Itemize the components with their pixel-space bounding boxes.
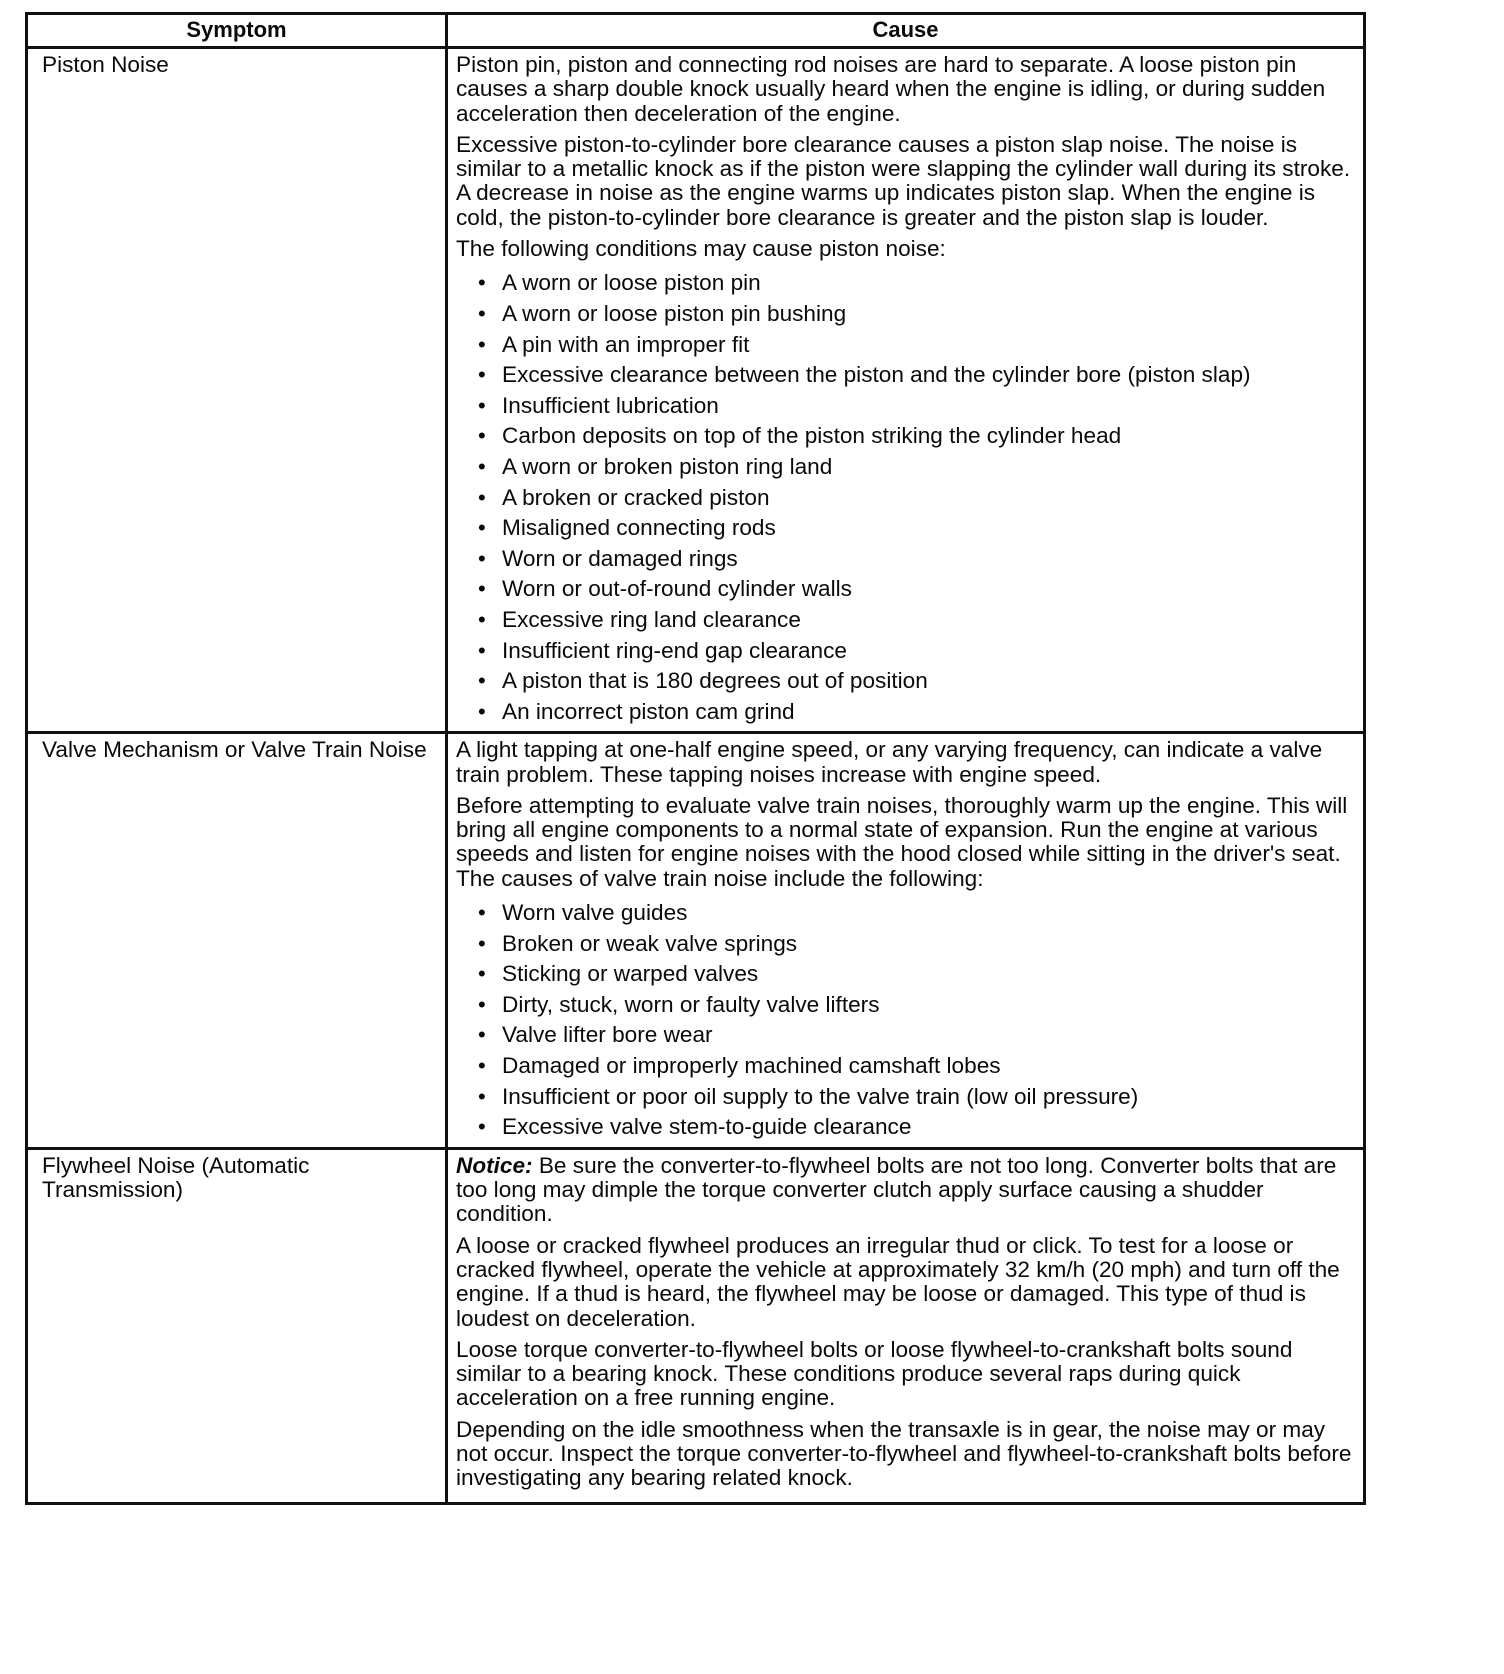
bullet-icon: • [478, 270, 486, 296]
bullet-icon: • [478, 423, 486, 449]
list-item-text: A piston that is 180 degrees out of position [502, 668, 928, 694]
bullet-icon: • [478, 668, 486, 694]
list-item-text: Worn or damaged rings [502, 545, 738, 571]
list-item [478, 360, 1357, 391]
page [25, 12, 1363, 1505]
list-item [478, 1020, 1357, 1051]
list-item [478, 1051, 1357, 1082]
symptom-cell: Flywheel Noise (Automatic Transmission) [27, 1148, 447, 1503]
bullet-icon: • [478, 576, 486, 602]
list-item [478, 330, 1357, 361]
bullet-icon: • [478, 484, 486, 510]
notice-label: Notice: [456, 1152, 533, 1178]
list-item-text: Valve lifter bore wear [502, 1022, 713, 1048]
list-item [478, 666, 1357, 697]
list-item [478, 636, 1357, 667]
bullet-icon: • [478, 300, 486, 326]
bullet-icon: • [478, 453, 486, 479]
bullet-icon: • [478, 392, 486, 418]
bullet-icon: • [478, 331, 486, 357]
cause-cell [447, 733, 1365, 1149]
list-item-text: Excessive ring land clearance [502, 606, 801, 632]
list-item-text: Worn or out-of-round cylinder walls [502, 576, 852, 602]
list-item-text: An incorrect piston cam grind [502, 698, 795, 724]
list-item [478, 898, 1357, 929]
list-item-text: Misaligned connecting rods [502, 515, 776, 541]
list-item-text: Insufficient lubrication [502, 392, 719, 418]
list-item [478, 421, 1357, 452]
cause-paragraph: Before attempting to evaluate valve train noises, thoroughly warm up the engine. This will bring all engine components to a normal state of expansion. Run the engine at various speeds and listen for engine noises with the hood closed while sitting in the driver's seat. The causes of valve train noise include the following: [456, 792, 1348, 891]
notice-paragraph [456, 1154, 1357, 1227]
cause-paragraph: Piston pin, piston and connecting rod noises are hard to separate. A loose piston pin causes a sharp double knock usually heard when the engine is idling, or during sudden acceleration then deceleration of the engine. [456, 52, 1326, 126]
cause-paragraph: Loose torque converter-to-flywheel bolts or loose flywheel-to-crankshaft bolts sound similar to a bearing knock. These conditions produce several raps during quick acceleration on a free running engine. [456, 1336, 1293, 1411]
header-row [27, 14, 1365, 48]
symptom-cause-table [25, 12, 1366, 1505]
list-item-text: A pin with an improper fit [502, 331, 750, 357]
table-row [27, 1148, 1365, 1503]
bullet-icon: • [478, 362, 486, 388]
list-item [478, 299, 1357, 330]
list-item [478, 483, 1357, 514]
header-symptom: Symptom [27, 14, 447, 48]
symptom-cell: Piston Noise [27, 48, 447, 733]
list-item [478, 959, 1357, 990]
list-item [478, 268, 1357, 299]
list-item [478, 391, 1357, 422]
list-item-text: Excessive clearance between the piston and the cylinder bore (piston slap) [502, 362, 1251, 388]
bullet-icon: • [478, 1053, 486, 1079]
bullet-icon: • [478, 991, 486, 1017]
list-item-text: A worn or loose piston pin bushing [502, 300, 847, 326]
list-item [478, 513, 1357, 544]
bullet-icon: • [478, 1114, 486, 1140]
cause-paragraph: Excessive piston-to-cylinder bore clearance causes a piston slap noise. The noise is similar to a metallic knock as if the piston were slapping the cylinder wall during its stroke. A decrease in noise as the engine warms up indicates piston slap. When the engine is cold, the piston-to-cylinder bore clearance is greater and the piston slap is louder. [456, 131, 1351, 230]
list-item-text: Worn valve guides [502, 900, 688, 926]
list-item [478, 1112, 1357, 1143]
list-item [478, 574, 1357, 605]
cause-list [456, 268, 1357, 727]
bullet-icon: • [478, 900, 486, 926]
list-item-text: Damaged or improperly machined camshaft lobes [502, 1053, 1001, 1079]
list-item [478, 605, 1357, 636]
notice-text: Be sure the converter-to-flywheel bolts are not too long. Converter bolts that are too long may dimple the torque converter clutch apply surface causing a shudder condition. [456, 1152, 1337, 1227]
symptom-cell: Valve Mechanism or Valve Train Noise [27, 733, 447, 1149]
cause-list [456, 898, 1357, 1143]
list-item [478, 990, 1357, 1021]
bullet-icon: • [478, 515, 486, 541]
list-item [478, 544, 1357, 575]
list-item-text: Sticking or warped valves [502, 961, 759, 987]
table-row [27, 733, 1365, 1149]
list-item-text: A broken or cracked piston [502, 484, 770, 510]
list-item-text: Dirty, stuck, worn or faulty valve lifters [502, 991, 880, 1017]
list-item-text: Broken or weak valve springs [502, 930, 798, 956]
list-item-text: Excessive valve stem-to-guide clearance [502, 1114, 912, 1140]
bullet-icon: • [478, 1022, 486, 1048]
bullet-icon: • [478, 606, 486, 632]
list-item-text: Insufficient ring-end gap clearance [502, 637, 847, 663]
cause-cell [447, 48, 1365, 733]
list-item-text: Insufficient or poor oil supply to the valve train (low oil pressure) [502, 1083, 1139, 1109]
bullet-icon: • [478, 637, 486, 663]
list-item-text: A worn or loose piston pin [502, 270, 761, 296]
list-item [478, 1082, 1357, 1113]
table-body [27, 48, 1365, 1504]
cause-paragraph: A light tapping at one-half engine speed, or any varying frequency, can indicate a valve train problem. These tapping noises increase with engine speed. [456, 737, 1323, 787]
list-item [478, 452, 1357, 483]
bullet-icon: • [478, 930, 486, 956]
bullet-icon: • [478, 545, 486, 571]
bullet-icon: • [478, 961, 486, 987]
header-cause: Cause [447, 14, 1365, 48]
cause-paragraph: Depending on the idle smoothness when the transaxle is in gear, the noise may or may not occur. Inspect the torque converter-to-flywheel and flywheel-to-crankshaft bolts before investigating any bearing related knock. [456, 1416, 1352, 1491]
list-item-text: A worn or broken piston ring land [502, 453, 833, 479]
list-item [478, 697, 1357, 728]
list-item [478, 929, 1357, 960]
cause-paragraph: The following conditions may cause piston noise: [456, 236, 946, 262]
bullet-icon: • [478, 698, 486, 724]
cause-cell [447, 1148, 1365, 1503]
bullet-icon: • [478, 1083, 486, 1109]
table-row [27, 48, 1365, 733]
list-item-text: Carbon deposits on top of the piston striking the cylinder head [502, 423, 1122, 449]
cause-paragraph: A loose or cracked flywheel produces an irregular thud or click. To test for a loose or cracked flywheel, operate the vehicle at approximately 32 km/h (20 mph) and turn off the engine. If a thud is heard, the flywheel may be loose or damaged. This type of thud is loudest on deceleration. [456, 1232, 1340, 1331]
